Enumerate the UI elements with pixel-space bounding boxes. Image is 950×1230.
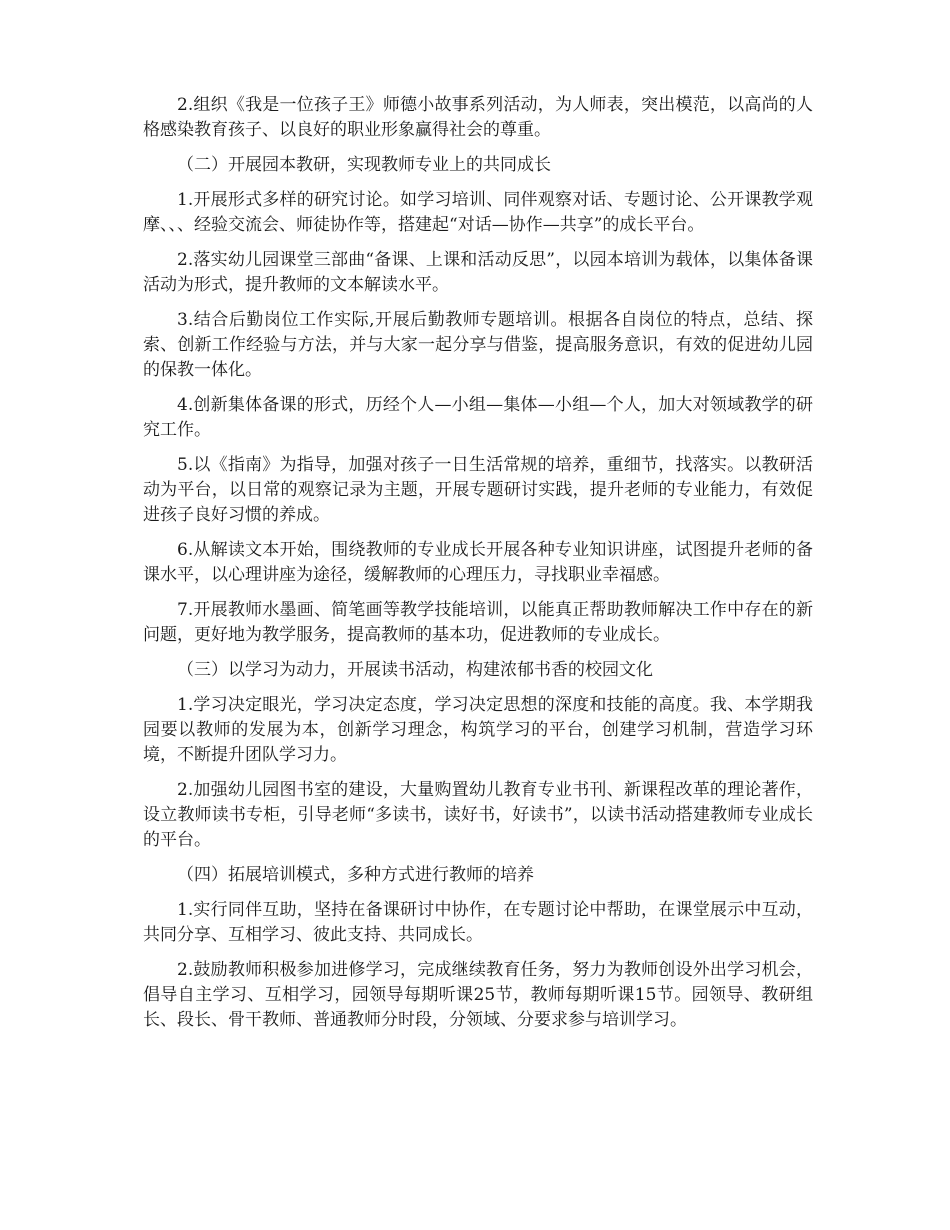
document-body bbox=[143, 93, 813, 1043]
paragraph-2-1: 1.开展形式多样的研究讨论。如学习培训、同伴观察对话、专题讨论、公开课教学观摩、、、经验交流会、师徒协作等，搭建起“对话—协作—共享”的成长平台。 bbox=[143, 190, 813, 235]
paragraph-2-7: 7.开展教师水墨画、简笔画等教学技能培训，以能真正帮助教师解决工作中存在的新问题，更好地为教学服务，提高教师的基本功，促进教师的专业成长。 bbox=[143, 600, 813, 645]
paragraph-1: 2.组织《我是一位孩子王》师德小故事系列活动，为人师表，突出模范，以高尚的人格感染教育孩子、以良好的职业形象赢得社会的尊重。 bbox=[143, 95, 813, 140]
paragraph-2-5: 5.以《指南》为指导，加强对孩子一日生活常规的培养，重细节，找落实。以教研活动为平台，以日常的观察记录为主题，开展专题研讨实践，提升老师的专业能力，有效促进孩子良好习惯的养成。 bbox=[143, 455, 813, 525]
paragraph-2-2: 2.落实幼儿园课堂三部曲“备课、上课和活动反思”，以园本培训为载体，以集体备课活动为形式，提升教师的文本解读水平。 bbox=[143, 250, 813, 295]
section-heading-3: （三）以学习为动力，开展读书活动，构建浓郁书香的校园文化 bbox=[177, 660, 653, 680]
section-heading-4: （四）拓展培训模式，多种方式进行教师的培养 bbox=[177, 865, 534, 885]
paragraph-3-2: 2.加强幼儿园图书室的建设，大量购置幼儿教育专业书刊、新课程改革的理论著作，设立教师读书专柜，引导老师“多读书，读好书，好读书”，以读书活动搭建教师专业成长的平台。 bbox=[143, 780, 813, 850]
paragraph-3-1: 1.学习决定眼光，学习决定态度，学习决定思想的深度和技能的高度。我、本学期我园要以教师的发展为本，创新学习理念，构筑学习的平台，创建学习机制，营造学习环境，不断提升团队学习力。 bbox=[143, 695, 813, 765]
paragraph-4-1: 1.实行同伴互助，坚持在备课研讨中协作，在专题讨论中帮助，在课堂展示中互动，共同分享、互相学习、彼此支持、共同成长。 bbox=[143, 900, 813, 945]
section-heading-2: （二）开展园本教研，实现教师专业上的共同成长 bbox=[177, 155, 551, 175]
paragraph-2-6: 6.从解读文本开始，围绕教师的专业成长开展各种专业知识讲座，试图提升老师的备课水平，以心理讲座为途径，缓解教师的心理压力，寻找职业幸福感。 bbox=[143, 540, 813, 585]
paragraph-2-4: 4.创新集体备课的形式，历经个人—小组—集体—小组—个人，加大对领域教学的研究工作。 bbox=[143, 395, 813, 440]
paragraph-4-2: 2.鼓励教师积极参加进修学习，完成继续教育任务，努力为教师创设外出学习机会，倡导自主学习、互相学习，园领导每期听课25节，教师每期听课15节。园领导、教研组长、段长、骨干教师、普通教师分时段，分领域、分要求参与培训学习。 bbox=[143, 960, 813, 1030]
paragraph-2-3: 3.结合后勤岗位工作实际,开展后勤教师专题培训。根据各自岗位的特点，总结、探索、创新工作经验与方法，并与大家一起分享与借鉴，提高服务意识，有效的促进幼儿园的保教一体化。 bbox=[143, 310, 813, 380]
